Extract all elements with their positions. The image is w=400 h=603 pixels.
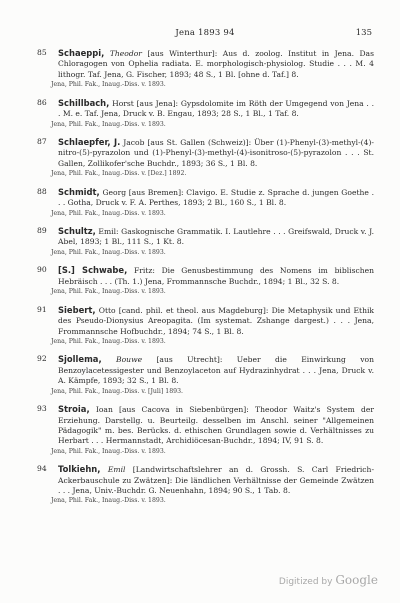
author-name: Schaeppi, (58, 48, 105, 58)
dissertation-note: Jena, Phil. Fak., Inaug.-Diss. v. 1893. (51, 288, 166, 296)
dissertation-note: Jena, Phil. Fak., Inaug.-Diss. v. 1893. (51, 337, 166, 345)
dissertation-note: Jena, Phil. Fak., Inaug.-Diss. v. 1893. (51, 81, 166, 89)
entry-92 (37, 354, 374, 396)
running-head (58, 28, 372, 42)
author-name: Stroia, (58, 404, 90, 415)
running-head-title: Jena 1893 94 (175, 28, 235, 38)
entry-description: Fritz: Die Genusbestimmung des Nomens im biblischen Hebräisch . . . (Th. 1.) Jena, Frommannsche Buchdr., 1894; 1 Bl., 32 S. 8. (58, 266, 374, 286)
entry-description: [aus Winterthur]: Aus d. zoolog. Institut in Jena. Das Chloragogen von Ophelia radiata. E. morphologisch-physiolog. Studie . . . M. 4 lithogr. Taf. Jena, G. Fischer, 1893; 48 S., 1 Bl. [ohne d. Taf.] 8. (58, 49, 374, 79)
entry-text (58, 305, 374, 337)
entry-list (37, 48, 374, 514)
dissertation-note: Jena, Phil. Fak., Inaug.-Diss. v. [Juli] 1893. (51, 387, 183, 395)
watermark-prefix: Digitized by (278, 577, 333, 587)
entry-87 (37, 137, 374, 179)
dissertation-note: Jena, Phil. Fak., Inaug.-Diss. v. 1893. (51, 497, 166, 505)
dissertation-note: Jena, Phil. Fak., Inaug.-Diss. v. 1893. (51, 447, 166, 455)
entry-description: [aus Utrecht]: Ueber die Einwirkung von Benzoylacetessigester und Benzoylaceton auf Hydrazinhydrat . . . Jena, Druck v. A. Kämpfe, 1893; 32 S., 1 Bl. 8. (58, 355, 374, 386)
entry-94 (37, 464, 374, 506)
entry-89 (37, 226, 374, 257)
author-name: Schmidt, (58, 186, 100, 197)
author-name: Schillbach, (58, 97, 110, 108)
entry-88 (37, 187, 374, 218)
entry-number: 90 (37, 265, 47, 275)
entry-93 (37, 404, 374, 456)
author-given: Bouwe (116, 355, 143, 365)
author-name: Tolkiehn, (58, 464, 101, 475)
entry-number: 86 (37, 97, 47, 107)
entry-text (58, 265, 374, 287)
dissertation-note: Jena, Phil. Fak., Inaug.-Diss. v. 1893. (51, 120, 166, 128)
entry-text (58, 464, 374, 496)
entry-number: 85 (37, 48, 47, 57)
entry-description: [Landwirtschaftslehrer an d. Grossh. S. Carl Friedrich-Ackerbauschule zu Zwätzen]: Die ländlichen Verhältnisse der Gemeinde Zwätzen . . . Jena, Univ.-Buchdr. G. Neuenhahn, 1894; 90 S., 1 Tab. 8. (58, 465, 375, 496)
entry-91 (37, 305, 374, 347)
author-name: Schultz, (58, 226, 96, 237)
entry-number: 92 (37, 354, 47, 364)
author-name: Schlaepfer, J. (58, 137, 121, 148)
entry-number: 89 (37, 226, 47, 236)
entry-text (58, 226, 374, 248)
entry-text (58, 404, 374, 447)
entry-text (58, 137, 374, 169)
entry-description: Jacob [aus St. Gallen (Schweiz)]: Über (1)-Phenyl-(3)-methyl-(4)-nitro-(5)-pyrazolon und (1)-Phenyl-(3)-methyl-(4)-isonitroso-(5)-pyrazolon . . . St. Gallen, Zollikofer'sche Buchdr., 1893; 36 S., 1 Bl. 8. (58, 138, 374, 168)
entry-number: 93 (37, 404, 47, 414)
entry-text (58, 98, 374, 120)
entry-description: Otto [cand. phil. et theol. aus Magdeburg]: Die Metaphysik und Ethik des Pseudo-Dionysius Areopagita. (Im systemat. Zshange dargest.) . . . Jena, Frommannsche Hofbuchdr., 1894; 74 S., 1 Bl. 8. (58, 305, 374, 336)
entry-number: 94 (37, 464, 47, 474)
author-given: Emil (107, 465, 126, 475)
page-number: 135 (355, 28, 372, 38)
entry-description: Georg [aus Bremen]: Clavigo. E. Studie z. Sprache d. jungen Goethe . . . Gotha, Druck v. F. A. Perthes, 1893; 2 Bl., 160 S., 1 Bl. 8. (58, 187, 374, 208)
watermark-brand: Google (335, 573, 378, 587)
author-name: Siebert, (58, 304, 96, 315)
entry-number: 88 (37, 186, 47, 196)
dissertation-note: Jena, Phil. Fak., Inaug.-Diss. v. 1893. (51, 209, 166, 217)
author-name: [S.] Schwabe, (58, 265, 128, 276)
entry-description: Ioan [aus Cacova in Siebenbürgen]: Theodor Waitz's System der Erziehung. Darstellg. u. Beurteilg. desselben im Anschl. seiner "Allgemeinen Pädagogik" m. bes. Berücks. d. ethischen Grundlagen sowie d. Verhältnisses zu Herbart . . . Hermannstadt, Archidiöcesan-Buchdr., 1894; IV, 91 S. 8. (58, 405, 374, 446)
digitized-watermark (279, 573, 378, 587)
dissertation-note: Jena, Phil. Fak., Inaug.-Diss. v. 1893. (51, 248, 166, 256)
author-given: Theodor (109, 49, 142, 58)
entry-number: 91 (37, 304, 47, 314)
entry-85 (37, 48, 374, 90)
entry-number: 87 (37, 137, 47, 147)
entry-text (58, 48, 374, 80)
entry-description: Horst [aus Jena]: Gypsdolomite im Röth der Umgegend von Jena . . . M. e. Taf. Jena, Druck v. B. Engau, 1893; 28 S., 1 Bl., 1 Taf. 8. (58, 98, 374, 119)
dissertation-note: Jena, Phil. Fak., Inaug.-Diss. v. [Dez.] 1892. (51, 170, 187, 178)
entry-86 (37, 98, 374, 129)
entry-text (58, 354, 374, 386)
entry-90 (37, 265, 374, 296)
entry-text (58, 187, 374, 209)
entry-description: Emil: Gaskognische Grammatik. I. Lautlehre . . . Greifswald, Druck v. J. Abel, 1893; 1 Bl., 111 S., 1 Kt. 8. (58, 227, 374, 247)
author-name: Sjollema, (58, 354, 102, 365)
